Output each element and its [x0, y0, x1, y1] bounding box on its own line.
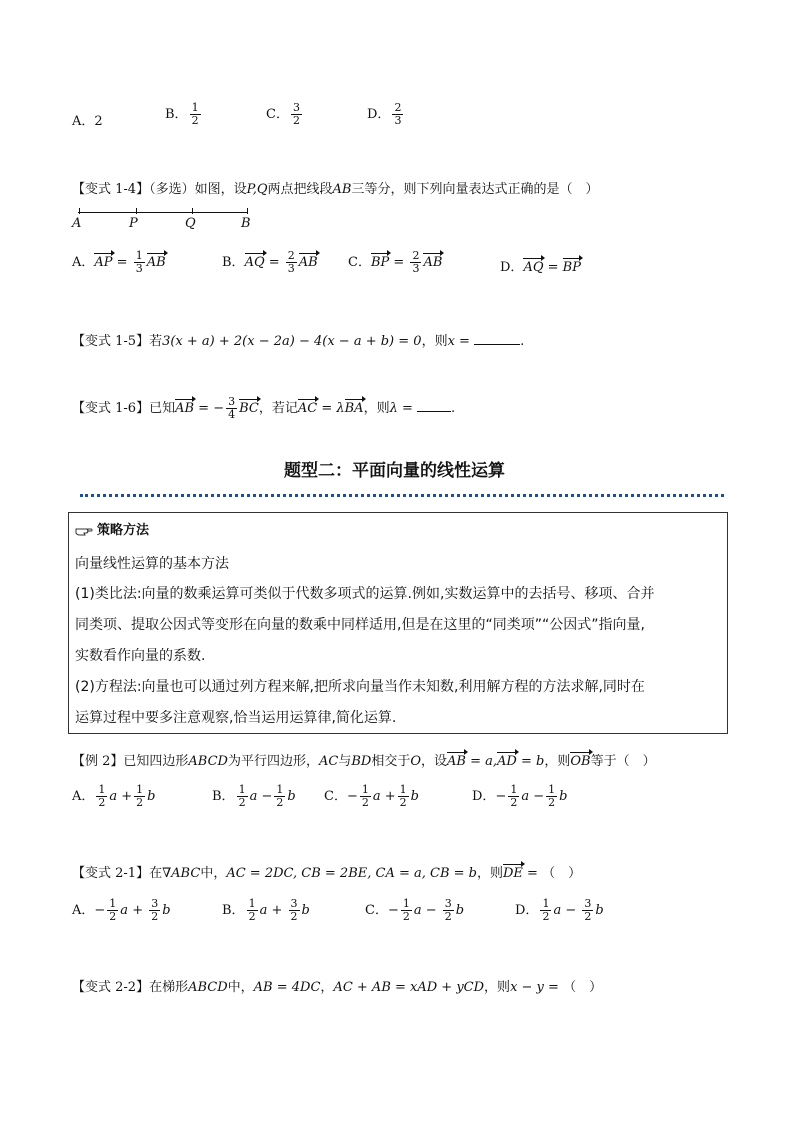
strategy-box — [68, 512, 728, 734]
example-2-option-d: D．− $\frac{1}{2}$ a − $\frac{1}{2}$ b — [472, 783, 568, 809]
example-2-option-b: B． $\frac{1}{2}$ a − $\frac{1}{2}$ b — [212, 783, 296, 809]
strategy-line: 运算过程中要多注意观察,恰当运用运算律,简化运算. — [75, 710, 397, 726]
strategy-heading: 策略方法 — [75, 519, 149, 538]
prev-option-d: D． $\frac{2}{3}$ — [367, 101, 402, 127]
tick-b — [247, 208, 248, 214]
strategy-line: 同类项、提取公因式等变形在向量的数乘中同样适用,但是在这里的“同类项”“公因式”指向量, — [75, 617, 645, 633]
answer-blank[interactable] — [417, 411, 451, 412]
answer-blank[interactable] — [474, 344, 520, 345]
strategy-line: 向量线性运算的基本方法 — [75, 556, 229, 572]
prev-option-c: C． $\frac{3}{2}$ — [266, 101, 300, 127]
example-2-option-c: C．− $\frac{1}{2}$ a + $\frac{1}{2}$ b — [324, 783, 419, 809]
variant-1-4-option-b: B．AQ = $\frac{2}{3}$ AB — [222, 249, 318, 275]
example-2-stem: 【例 2】已知四边形ABCD为平行四边形，AC与BD相交于O，设AB = a,AD = b，则OB等于（ ） — [72, 754, 656, 769]
variant-1-4-option-d: D．AQ = BP — [500, 260, 581, 275]
dotted-divider — [80, 494, 724, 497]
example-2-option-a: A． $\frac{1}{2}$ a + $\frac{1}{2}$ b — [72, 783, 156, 809]
segment-ab-line — [78, 212, 248, 213]
point-b-label: B — [241, 216, 251, 231]
variant-2-2-stem: 【变式 2-2】在梯形ABCD中，AB = 4DC，AC + AB = xAD + yCD，则x − y = （ ） — [72, 980, 603, 995]
variant-1-4-option-a: A．AP = $\frac{1}{3}$ AB — [72, 249, 166, 275]
strategy-line: 实数看作向量的系数. — [75, 648, 206, 664]
variant-2-1-stem: 【变式 2-1】在∇ABC中，AC = 2DC, CB = 2BE, CA = a, CB = b，则DE = （ ） — [72, 866, 582, 881]
point-p-label: P — [129, 216, 138, 231]
variant-1-4-stem: 【变式 1-4】（多选）如图，设P,Q两点把线段AB三等分，则下列向量表达式正确的是（ ） — [72, 182, 599, 197]
prev-option-b: B． $\frac{1}{2}$ — [165, 101, 199, 127]
tick-q — [192, 208, 193, 214]
strategy-line: (1)类比法:向量的数乘运算可类似于代数多项式的运算.例如,实数运算中的去括号、移项、合并 — [75, 586, 655, 602]
prev-option-a: A．2 — [72, 114, 103, 129]
variant-2-1-option-c: C．− $\frac{1}{2}$ a − $\frac{3}{2}$ b — [365, 897, 465, 923]
variant-2-1-option-a: A．− $\frac{1}{2}$ a + $\frac{3}{2}$ b — [72, 897, 171, 923]
variant-2-1-option-b: B． $\frac{1}{2}$ a + $\frac{3}{2}$ b — [222, 897, 310, 923]
tick-p — [136, 208, 137, 214]
variant-1-5-stem: 【变式 1-5】若3(x + a) + 2(x − 2a) − 4(x − a + b) = 0，则x = . — [72, 334, 525, 349]
variant-1-6-stem: 【变式 1-6】已知AB = − $\frac{3}{4}$ BC，若记AC = λBA，则λ = . — [72, 395, 456, 421]
point-a-label: A — [72, 216, 82, 231]
strategy-line: (2)方程法:向量也可以通过列方程来解,把所求向量当作未知数,利用解方程的方法求解,同时在 — [75, 679, 645, 695]
pointing-hand-icon — [75, 525, 93, 537]
tick-a — [79, 208, 80, 214]
variant-1-4-option-c: C．BP = $\frac{2}{3}$ AB — [348, 249, 443, 275]
section-title: 题型二：平面向量的线性运算 — [284, 461, 505, 481]
point-q-label: Q — [185, 216, 196, 231]
variant-2-1-option-d: D． $\frac{1}{2}$ a − $\frac{3}{2}$ b — [515, 897, 604, 923]
